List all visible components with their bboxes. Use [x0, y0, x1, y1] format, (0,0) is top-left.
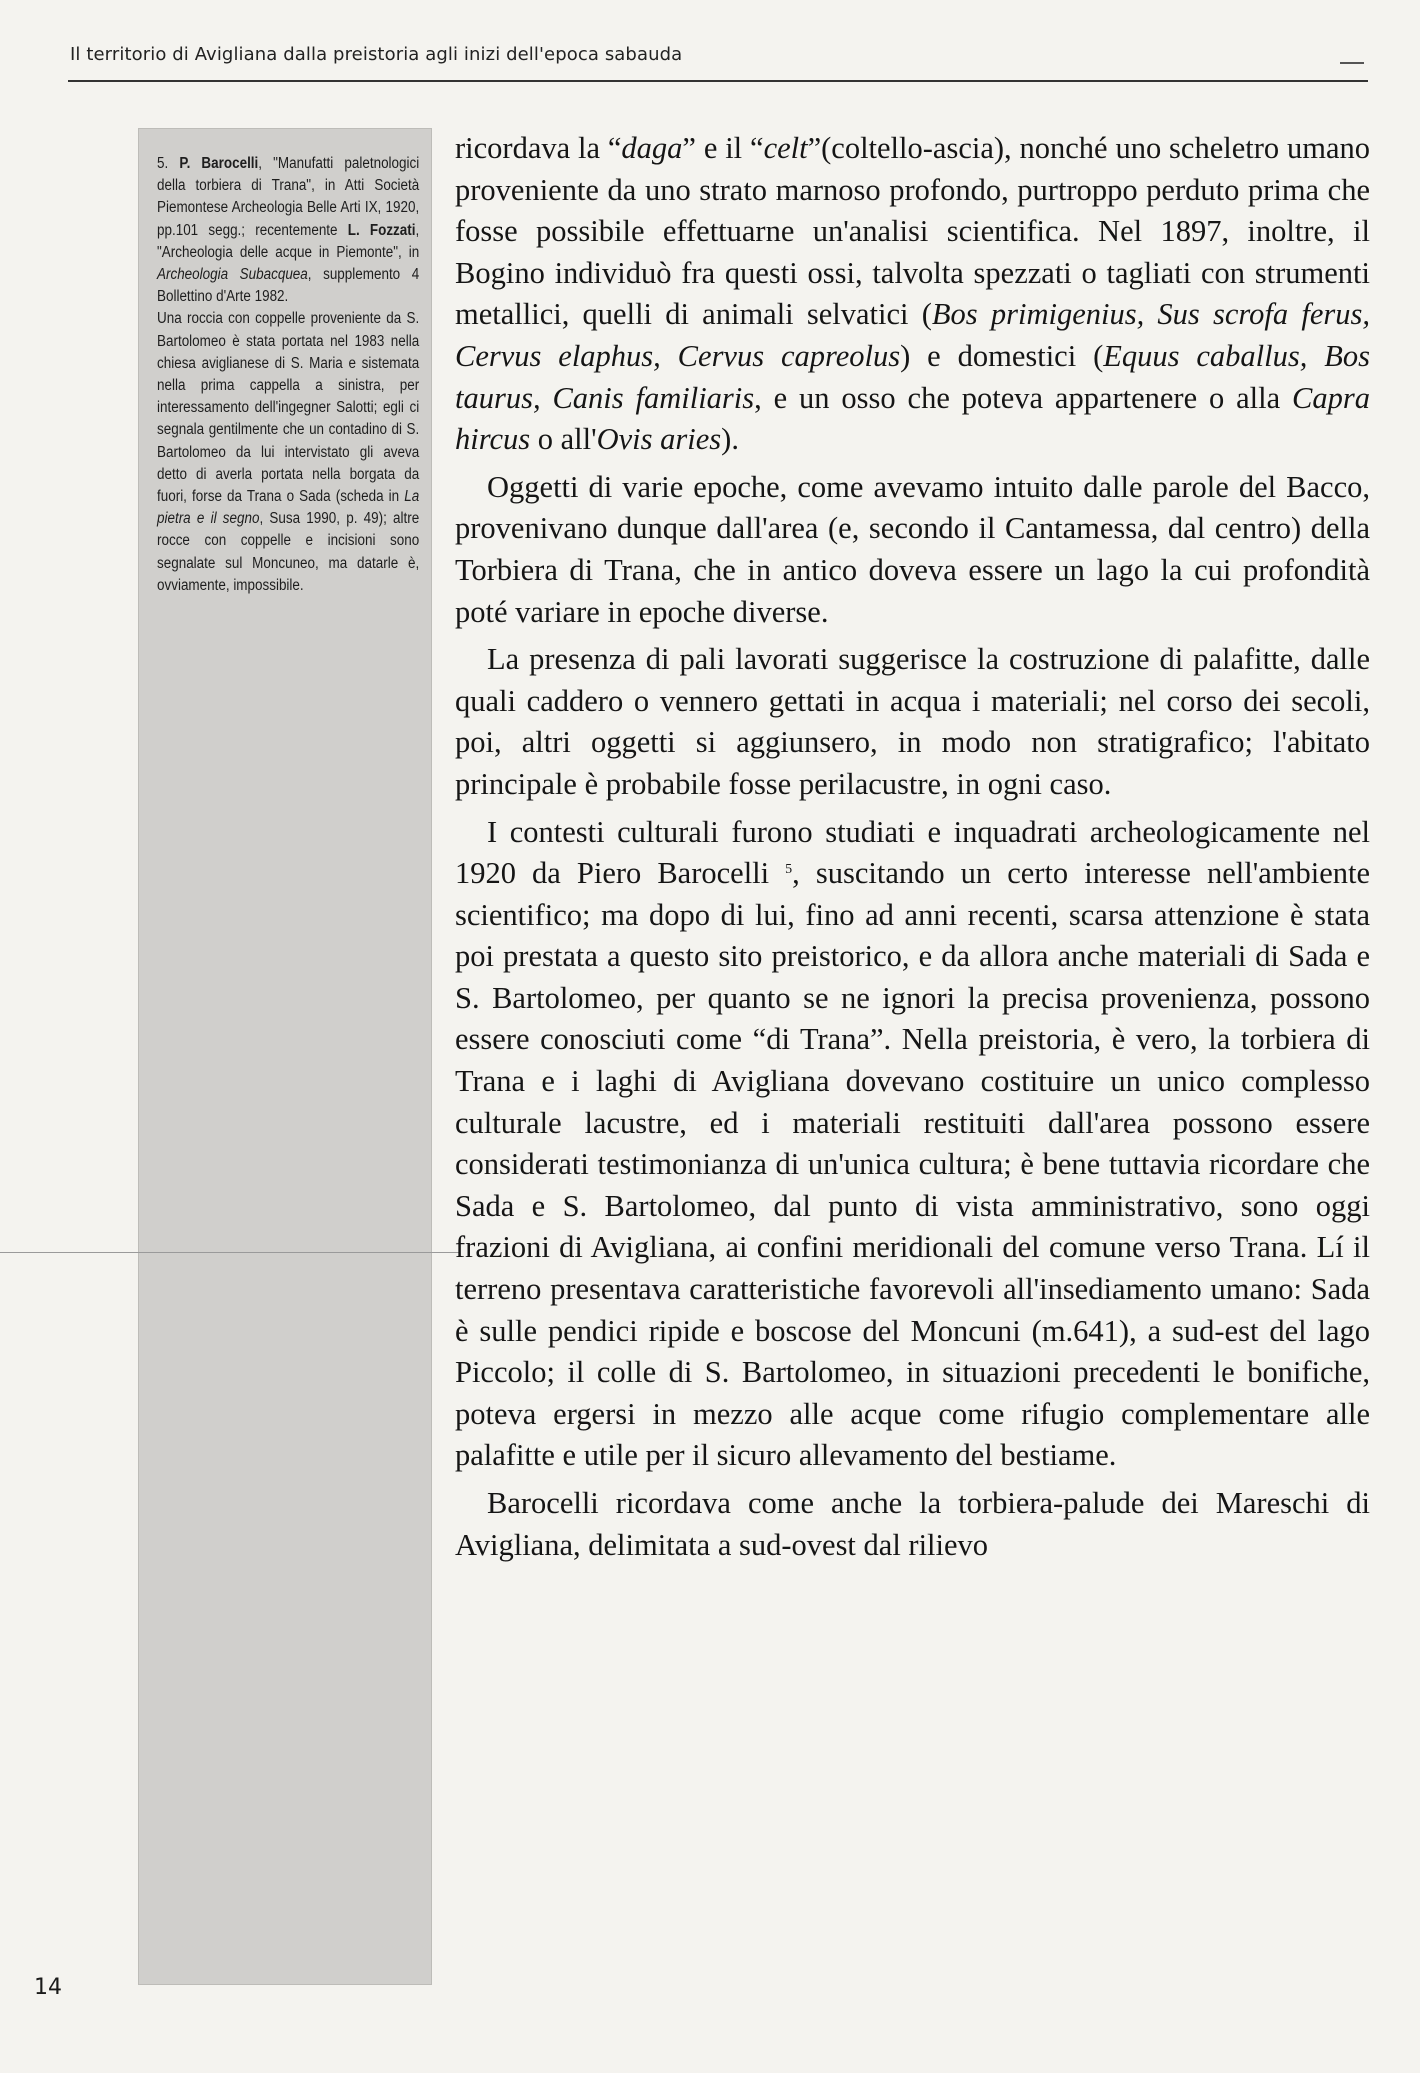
- main-text: [455, 128, 1370, 1572]
- footnote-paragraph-2: [157, 308, 419, 597]
- footnote-author-2: L. Fozzati: [347, 221, 416, 239]
- p1-c: ”(coltello-ascia), nonché uno scheletro umano proveniente da uno strato marnoso profondo, purtroppo perduto prima che fosse possibile effettuarne un'analisi scientifica. Nel 1897, inoltre, il Bogino individuò fra questi ossi, talvolta spezzati o tagliati con strumenti metallici, quelli di animali selvatici (: [455, 131, 1371, 332]
- footnote-text-1: , "Manufatti paletnologici della torbiera di Trana", in Atti Società Piemontese Archeologia Belle Arti IX, 1920, pp.101 segg.; recentemente: [157, 155, 420, 239]
- p1-a: ricordava la “: [455, 131, 622, 165]
- header-rule: [68, 80, 1368, 82]
- paragraph-5: Barocelli ricordava come anche la torbiera-palude dei Mareschi di Avigliana, delimitata a sud-ovest dal rilievo: [455, 1486, 1370, 1562]
- footnote-reference: 5: [785, 862, 793, 878]
- running-head: Il territorio di Avigliana dalla preistoria agli inizi dell'epoca sabauda: [70, 44, 683, 65]
- p1-g: ).: [721, 422, 739, 457]
- paragraph-3: La presenza di pali lavorati suggerisce la costruzione di palafitte, dalle quali caddero o vennero gettati in acqua i materiali; nel corso dei secoli, poi, altri oggetti si aggiunsero, in modo non stratigrafico; l'abitato principale è probabile fosse perilacustre, in ogni caso.: [455, 642, 1370, 801]
- footnote-number: 5.: [157, 155, 169, 172]
- paragraph-4: [455, 812, 1370, 1478]
- paragraph-2: Oggetti di varie epoche, come avevamo intuito dalle parole del Bacco, provenivano dunque dall'area (e, secondo il Cantamessa, dal centro) della Torbiera di Trana, che in antico doveva essere un lago la cui profondità poté variare in epoche diverse.: [455, 469, 1370, 629]
- footnote-text-3: , supplemento 4 Bollettino d'Arte 1982.: [157, 266, 420, 306]
- footnote-para2-b: , Susa 1990, p. 49); altre rocce con coppelle e incisioni sono segnalate sul Moncuneo, ma datarle è, ovviamente, impossibile.: [157, 510, 420, 594]
- p1-ovis: Ovis aries: [596, 422, 722, 457]
- p1-e: , e un osso che poteva appartenere o alla: [754, 380, 1293, 415]
- p4-a: I contesti culturali furono studiati e inquadrati archeologicamente nel 1920 da Piero Barocelli: [455, 814, 1370, 891]
- p1-d: ) e domestici (: [900, 338, 1104, 373]
- footnote: [157, 153, 419, 597]
- footnote-book-title: La pietra e il segno: [157, 488, 420, 528]
- footnote-journal: Archeologia Subacquea: [157, 266, 308, 284]
- fold-line: [0, 1252, 460, 1253]
- p1-capra: Capra hircus: [455, 380, 1370, 457]
- footnote-author-1: P. Barocelli: [179, 155, 259, 172]
- footnote-paragraph-1: [157, 153, 419, 308]
- footnote-para2-a: Una roccia con coppelle proveniente da S. Bartolomeo è stata portata nel 1983 nella chiesa aviglianese di S. Maria e sistemata nella prima cappella a sinistra, per interessamento dell'ingegner Salotti; egli ci segnala gentilmente che un contadino di S. Bartolomeo da lui intervistato gli aveva detto di averla portata nella borgata da fuori, forse da Trana o Sada (scheda in: [157, 310, 420, 506]
- p1-f: o all': [530, 422, 597, 457]
- p1-celt: celt: [763, 131, 808, 165]
- header-dash: [1340, 62, 1364, 64]
- p4-b: , suscitando un certo interesse nell'ambiente scientifico; ma dopo di lui, fino ad anni recenti, scarsa attenzione è stata poi prestata a questo sito preistorico, e da allora anche materiali di Sada e S. Bartolomeo, per quanto se ne ignori la precisa provenienza, possono essere conosciuti come “di Trana”. Nella preistoria, è vero, la torbiera di Trana e i laghi di Avigliana dovevano costituire un unico complesso culturale lacustre, ed i materiali restituiti dall'area possono essere considerati testimonianza di un'unica cultura; è bene tuttavia ricordare che Sada e S. Bartolomeo, dal punto di vista amministrativo, sono oggi frazioni di Avigliana, ai confini meridionali del comune verso Trana. Lí il terreno presentava caratteristiche favorevoli all'insediamento umano: Sada è sulle pendici ripide e boscose del Moncuni (m.641), a sud-est del lago Piccolo; il colle di S. Bartolomeo, in situazioni precedenti le bonifiche, poteva ergersi in mezzo alle acque come rifugio complementare alle palafitte e utile per il sicuro allevamento del bestiame.: [455, 856, 1371, 1473]
- p1-wild-species: Bos primigenius, Sus scrofa ferus, Cervus elaphus, Cervus capreolus: [455, 297, 1370, 373]
- paragraph-1: [455, 128, 1370, 461]
- footnote-text-2: , "Archeologia delle acque in Piemonte", in: [157, 221, 420, 261]
- page-number: 14: [34, 1975, 62, 2000]
- p1-domestic-species: Equus caballus, Bos taurus, Canis familiaris: [455, 338, 1370, 415]
- p1-daga: daga: [621, 131, 683, 165]
- p1-b: ” e il “: [682, 131, 764, 165]
